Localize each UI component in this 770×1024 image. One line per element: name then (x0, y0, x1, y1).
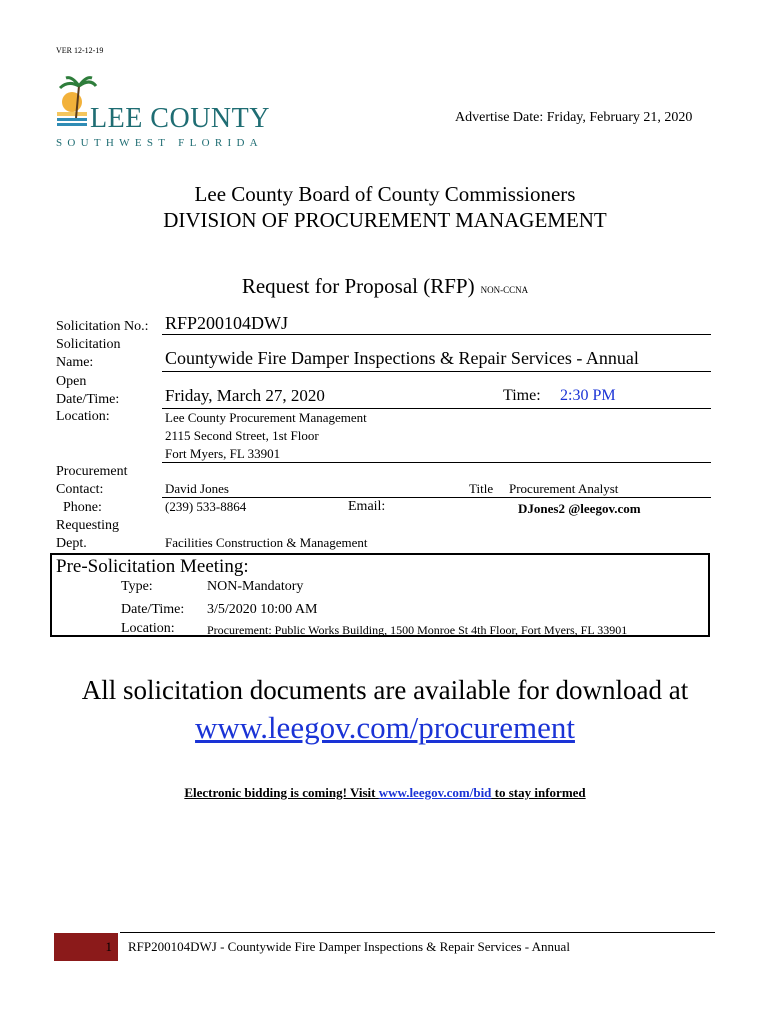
meeting-location-label: Location: (121, 621, 175, 636)
location-label: Location: (56, 409, 110, 424)
procurement-link[interactable]: www.leegov.com/procurement (195, 710, 575, 745)
rfp-type-tag: NON-CCNA (480, 285, 529, 295)
phone-value[interactable]: (239) 533-8864 (165, 499, 247, 514)
location-address (165, 409, 367, 463)
procurement-label-line2: Contact: (56, 482, 104, 497)
meeting-location-value: Procurement: Public Works Building, 1500 Monroe St 4th Floor, Fort Myers, FL 33901 (207, 623, 628, 637)
solicitation-name: Countywide Fire Damper Inspections & Repair Services - Annual (165, 348, 639, 368)
requesting-dept-label (56, 517, 119, 553)
title-label: Title (469, 481, 494, 496)
email-label: Email: (348, 499, 386, 514)
procurement-contact-label (56, 463, 128, 499)
contact-name: David Jones (165, 481, 229, 496)
open-date: Friday, March 27, 2020 (165, 386, 325, 405)
solicitation-no-label: Solicitation No.: (56, 319, 149, 334)
bid-link[interactable]: www.leegov.com/bid (378, 785, 492, 800)
location-line-2: 2115 Second Street, 1st Floor (165, 428, 319, 443)
page-number: 1 (105, 939, 112, 954)
rfp-title (0, 274, 770, 299)
solicitation-no: RFP200104DWJ (165, 313, 289, 333)
meeting-heading: Pre-Solicitation Meeting: (56, 556, 249, 577)
time-label: Time: (503, 387, 541, 404)
meeting-datetime-value: 3/5/2020 10:00 AM (207, 602, 318, 617)
divider (162, 371, 711, 372)
download-text: All solicitation documents are available for download at (81, 675, 689, 705)
requesting-label-line1: Requesting (56, 518, 119, 533)
open-label-line2: Date/Time: (56, 392, 120, 407)
requesting-label-line2: Dept. (56, 536, 87, 551)
location-line-3: Fort Myers, FL 33901 (165, 446, 281, 461)
solicitation-name-label-line1: Solicitation (56, 337, 121, 352)
page-number-block (54, 933, 118, 961)
electronic-bidding-notice (0, 785, 770, 801)
footer-rule (120, 932, 715, 933)
requesting-dept-value: Facilities Construction & Management (165, 535, 368, 550)
location-line-1: Lee County Procurement Management (165, 410, 367, 425)
advertise-date: Advertise Date: Friday, February 21, 2020 (455, 110, 693, 125)
logo-wordmark: LEE COUNTY (90, 103, 270, 134)
divider (162, 497, 711, 498)
footer-text: RFP200104DWJ - Countywide Fire Damper Inspections & Repair Services - Annual (128, 939, 570, 954)
meeting-type-value: NON-Mandatory (207, 579, 304, 594)
header-board: Lee County Board of County Commissioners (194, 182, 576, 206)
meeting-type-label: Type: (121, 579, 153, 594)
rfp-title-text: Request for Proposal (RFP) (241, 274, 475, 298)
meeting-datetime-label: Date/Time: (121, 602, 185, 617)
divider (162, 462, 711, 463)
divider (162, 334, 711, 335)
phone-label: Phone: (63, 500, 102, 515)
logo-tagline: SOUTHWEST FLORIDA (56, 137, 263, 149)
open-label-line1: Open (56, 374, 87, 389)
email-value[interactable]: DJones2 @leegov.com (518, 501, 641, 516)
open-datetime-label (56, 373, 119, 409)
solicitation-name-label (56, 336, 121, 372)
notice-text-after: to stay informed (491, 785, 586, 800)
version-label: VER 12-12-19 (56, 46, 104, 55)
procurement-label-line1: Procurement (56, 464, 128, 479)
notice-text-before: Electronic bidding is coming! Visit (184, 785, 379, 800)
title-value: Procurement Analyst (509, 481, 619, 496)
solicitation-name-label-line2: Name: (56, 355, 94, 370)
header-division: DIVISION OF PROCUREMENT MANAGEMENT (163, 208, 607, 232)
time-value: 2:30 PM (560, 387, 616, 404)
